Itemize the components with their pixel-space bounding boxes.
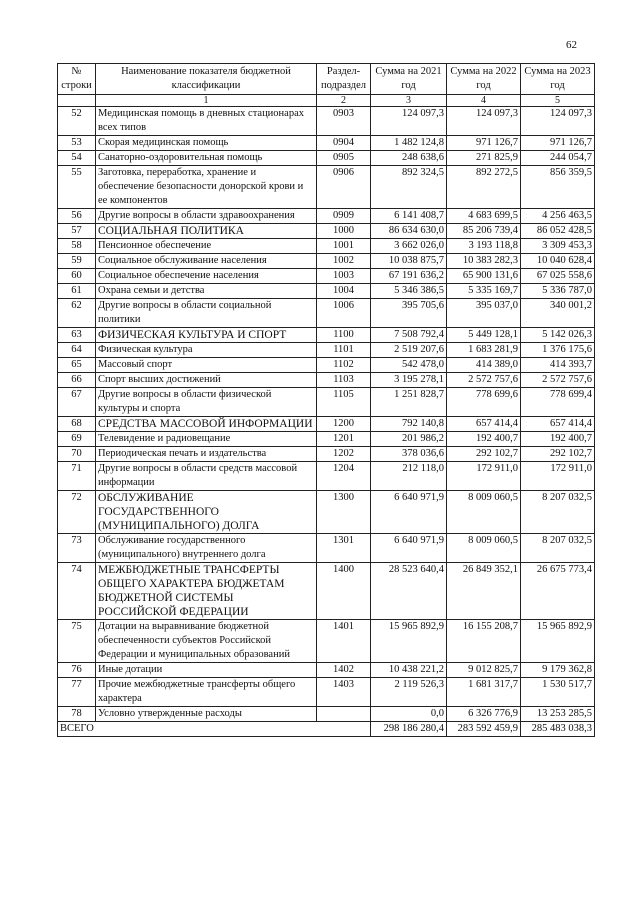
row-number: 72 xyxy=(58,491,96,534)
total-2021: 298 186 280,4 xyxy=(371,722,447,737)
row-code: 1100 xyxy=(317,328,371,343)
row-amount-2023: 340 001,2 xyxy=(521,299,595,328)
row-name: Другие вопросы в области физической культуры и спорта xyxy=(96,388,317,417)
row-code: 0906 xyxy=(317,166,371,209)
row-amount-2023: 124 097,3 xyxy=(521,107,595,136)
row-amount-2022: 1 681 317,7 xyxy=(447,678,521,707)
row-number: 57 xyxy=(58,224,96,239)
row-amount-2022: 292 102,7 xyxy=(447,447,521,462)
row-code: 1200 xyxy=(317,417,371,432)
row-code: 1401 xyxy=(317,620,371,663)
row-name: Социальное обеспечение населения xyxy=(96,269,317,284)
row-number: 56 xyxy=(58,209,96,224)
row-amount-2021: 212 118,0 xyxy=(371,462,447,491)
row-amount-2022: 124 097,3 xyxy=(447,107,521,136)
row-code: 1400 xyxy=(317,563,371,620)
row-amount-2021: 792 140,8 xyxy=(371,417,447,432)
row-amount-2023: 4 256 463,5 xyxy=(521,209,595,224)
row-amount-2021: 542 478,0 xyxy=(371,358,447,373)
index-cell: 4 xyxy=(447,95,521,107)
row-code: 1002 xyxy=(317,254,371,269)
row-number: 76 xyxy=(58,663,96,678)
row-amount-2022: 9 012 825,7 xyxy=(447,663,521,678)
row-name: Социальное обслуживание населения xyxy=(96,254,317,269)
row-amount-2023: 971 126,7 xyxy=(521,136,595,151)
row-name: ФИЗИЧЕСКАЯ КУЛЬТУРА И СПОРТ xyxy=(96,328,317,343)
row-amount-2023: 8 207 032,5 xyxy=(521,491,595,534)
row-amount-2021: 395 705,6 xyxy=(371,299,447,328)
row-amount-2022: 192 400,7 xyxy=(447,432,521,447)
row-amount-2021: 1 251 828,7 xyxy=(371,388,447,417)
row-code: 1301 xyxy=(317,534,371,563)
row-code: 1105 xyxy=(317,388,371,417)
table-body xyxy=(58,107,595,722)
table-row xyxy=(58,563,595,620)
table-row xyxy=(58,151,595,166)
total-2022: 283 592 459,9 xyxy=(447,722,521,737)
total-label: ВСЕГО xyxy=(58,722,371,737)
col-header-num: № строки xyxy=(58,64,96,95)
row-number: 75 xyxy=(58,620,96,663)
header-row xyxy=(58,64,595,95)
row-amount-2021: 201 986,2 xyxy=(371,432,447,447)
row-amount-2022: 26 849 352,1 xyxy=(447,563,521,620)
row-amount-2021: 3 662 026,0 xyxy=(371,239,447,254)
row-amount-2023: 3 309 453,3 xyxy=(521,239,595,254)
row-amount-2021: 6 640 971,9 xyxy=(371,534,447,563)
table-row xyxy=(58,447,595,462)
row-amount-2021: 10 038 875,7 xyxy=(371,254,447,269)
table-row xyxy=(58,239,595,254)
row-name: Пенсионное обеспечение xyxy=(96,239,317,254)
row-amount-2022: 3 193 118,8 xyxy=(447,239,521,254)
row-number: 60 xyxy=(58,269,96,284)
row-name: Массовый спорт xyxy=(96,358,317,373)
table-row xyxy=(58,388,595,417)
row-number: 68 xyxy=(58,417,96,432)
table-row xyxy=(58,620,595,663)
row-amount-2021: 248 638,6 xyxy=(371,151,447,166)
row-name: СОЦИАЛЬНАЯ ПОЛИТИКА xyxy=(96,224,317,239)
row-number: 73 xyxy=(58,534,96,563)
row-name: Физическая культура xyxy=(96,343,317,358)
row-name: ОБСЛУЖИВАНИЕ ГОСУДАРСТВЕННОГО (МУНИЦИПАЛЬНОГО) ДОЛГА xyxy=(96,491,317,534)
row-amount-2022: 778 699,6 xyxy=(447,388,521,417)
row-amount-2021: 10 438 221,2 xyxy=(371,663,447,678)
row-amount-2021: 378 036,6 xyxy=(371,447,447,462)
table-row xyxy=(58,491,595,534)
page-number: 62 xyxy=(566,39,577,51)
row-amount-2021: 1 482 124,8 xyxy=(371,136,447,151)
row-amount-2023: 244 054,7 xyxy=(521,151,595,166)
row-amount-2022: 971 126,7 xyxy=(447,136,521,151)
row-code xyxy=(317,707,371,722)
row-amount-2022: 85 206 739,4 xyxy=(447,224,521,239)
row-amount-2021: 7 508 792,4 xyxy=(371,328,447,343)
total-row xyxy=(58,722,595,737)
row-amount-2023: 1 530 517,7 xyxy=(521,678,595,707)
row-amount-2023: 192 400,7 xyxy=(521,432,595,447)
table-row xyxy=(58,432,595,447)
row-number: 62 xyxy=(58,299,96,328)
row-amount-2023: 1 376 175,6 xyxy=(521,343,595,358)
row-name: МЕЖБЮДЖЕТНЫЕ ТРАНСФЕРТЫ ОБЩЕГО ХАРАКТЕРА БЮДЖЕТАМ БЮДЖЕТНОЙ СИСТЕМЫ РОССИЙСКОЙ ФЕДЕРАЦИИ xyxy=(96,563,317,620)
row-amount-2022: 8 009 060,5 xyxy=(447,534,521,563)
row-name: Медицинская помощь в дневных стационарах всех типов xyxy=(96,107,317,136)
row-name: Другие вопросы в области средств массовой информации xyxy=(96,462,317,491)
table-row xyxy=(58,254,595,269)
table-row xyxy=(58,284,595,299)
budget-table xyxy=(57,63,595,737)
row-amount-2022: 395 037,0 xyxy=(447,299,521,328)
index-row xyxy=(58,95,595,107)
table-row xyxy=(58,136,595,151)
row-amount-2023: 856 359,5 xyxy=(521,166,595,209)
row-amount-2021: 0,0 xyxy=(371,707,447,722)
row-amount-2022: 16 155 208,7 xyxy=(447,620,521,663)
row-amount-2022: 892 272,5 xyxy=(447,166,521,209)
row-amount-2021: 892 324,5 xyxy=(371,166,447,209)
table-row xyxy=(58,224,595,239)
row-amount-2021: 2 119 526,3 xyxy=(371,678,447,707)
row-name: Периодическая печать и издательства xyxy=(96,447,317,462)
row-name: Прочие межбюджетные трансферты общего характера xyxy=(96,678,317,707)
row-number: 55 xyxy=(58,166,96,209)
row-amount-2022: 5 335 169,7 xyxy=(447,284,521,299)
row-amount-2022: 271 825,9 xyxy=(447,151,521,166)
row-amount-2021: 2 519 207,6 xyxy=(371,343,447,358)
table-row xyxy=(58,328,595,343)
row-number: 67 xyxy=(58,388,96,417)
row-number: 58 xyxy=(58,239,96,254)
row-amount-2021: 28 523 640,4 xyxy=(371,563,447,620)
row-amount-2021: 3 195 278,1 xyxy=(371,373,447,388)
row-name: Охрана семьи и детства xyxy=(96,284,317,299)
table-row xyxy=(58,343,595,358)
row-number: 54 xyxy=(58,151,96,166)
row-amount-2021: 124 097,3 xyxy=(371,107,447,136)
row-amount-2023: 172 911,0 xyxy=(521,462,595,491)
row-amount-2022: 657 414,4 xyxy=(447,417,521,432)
row-name: Дотации на выравнивание бюджетной обеспеченности субъектов Российской Федерации и муниципальных образований xyxy=(96,620,317,663)
index-cell: 1 xyxy=(96,95,317,107)
row-amount-2023: 8 207 032,5 xyxy=(521,534,595,563)
row-amount-2023: 67 025 558,6 xyxy=(521,269,595,284)
index-cell xyxy=(58,95,96,107)
table-row xyxy=(58,209,595,224)
row-amount-2022: 4 683 699,5 xyxy=(447,209,521,224)
col-header-2021: Сумма на 2021 год xyxy=(371,64,447,95)
row-amount-2022: 1 683 281,9 xyxy=(447,343,521,358)
row-code: 1101 xyxy=(317,343,371,358)
row-amount-2022: 65 900 131,6 xyxy=(447,269,521,284)
row-amount-2023: 657 414,4 xyxy=(521,417,595,432)
table-row xyxy=(58,299,595,328)
row-code: 1204 xyxy=(317,462,371,491)
row-code: 1004 xyxy=(317,284,371,299)
row-amount-2022: 172 911,0 xyxy=(447,462,521,491)
row-amount-2023: 9 179 362,8 xyxy=(521,663,595,678)
row-number: 69 xyxy=(58,432,96,447)
row-code: 1201 xyxy=(317,432,371,447)
index-cell: 3 xyxy=(371,95,447,107)
row-amount-2023: 86 052 428,5 xyxy=(521,224,595,239)
row-amount-2021: 6 640 971,9 xyxy=(371,491,447,534)
col-header-2023: Сумма на 2023 год xyxy=(521,64,595,95)
row-amount-2022: 5 449 128,1 xyxy=(447,328,521,343)
table-row xyxy=(58,707,595,722)
row-amount-2022: 10 383 282,3 xyxy=(447,254,521,269)
row-code: 1103 xyxy=(317,373,371,388)
row-number: 59 xyxy=(58,254,96,269)
row-number: 77 xyxy=(58,678,96,707)
total-2023: 285 483 038,3 xyxy=(521,722,595,737)
row-code: 1006 xyxy=(317,299,371,328)
col-header-name: Наименование показателя бюджетной классификации xyxy=(96,64,317,95)
row-amount-2023: 778 699,4 xyxy=(521,388,595,417)
row-code: 1102 xyxy=(317,358,371,373)
row-number: 61 xyxy=(58,284,96,299)
row-name: Санаторно-оздоровительная помощь xyxy=(96,151,317,166)
row-code: 1202 xyxy=(317,447,371,462)
row-name: Заготовка, переработка, хранение и обеспечение безопасности донорской крови и ее компонентов xyxy=(96,166,317,209)
row-number: 78 xyxy=(58,707,96,722)
table-row xyxy=(58,534,595,563)
row-amount-2021: 5 346 386,5 xyxy=(371,284,447,299)
row-code: 0905 xyxy=(317,151,371,166)
row-code: 1003 xyxy=(317,269,371,284)
col-header-code: Раздел-подраздел xyxy=(317,64,371,95)
table-row xyxy=(58,166,595,209)
table-row xyxy=(58,678,595,707)
row-amount-2022: 414 389,0 xyxy=(447,358,521,373)
row-name: Спорт высших достижений xyxy=(96,373,317,388)
row-amount-2021: 67 191 636,2 xyxy=(371,269,447,284)
row-number: 52 xyxy=(58,107,96,136)
row-number: 65 xyxy=(58,358,96,373)
row-amount-2021: 86 634 630,0 xyxy=(371,224,447,239)
row-name: Иные дотации xyxy=(96,663,317,678)
row-code: 1000 xyxy=(317,224,371,239)
row-name: Другие вопросы в области социальной политики xyxy=(96,299,317,328)
row-name: Условно утвержденные расходы xyxy=(96,707,317,722)
row-amount-2023: 13 253 285,5 xyxy=(521,707,595,722)
table-row xyxy=(58,269,595,284)
row-amount-2023: 292 102,7 xyxy=(521,447,595,462)
row-number: 64 xyxy=(58,343,96,358)
col-header-2022: Сумма на 2022 год xyxy=(447,64,521,95)
row-number: 71 xyxy=(58,462,96,491)
row-code: 1001 xyxy=(317,239,371,254)
row-name: Обслуживание государственного (муниципального) внутреннего долга xyxy=(96,534,317,563)
row-number: 63 xyxy=(58,328,96,343)
table-row xyxy=(58,663,595,678)
table-row xyxy=(58,462,595,491)
row-amount-2023: 2 572 757,6 xyxy=(521,373,595,388)
row-amount-2023: 15 965 892,9 xyxy=(521,620,595,663)
row-code: 1402 xyxy=(317,663,371,678)
row-amount-2023: 10 040 628,4 xyxy=(521,254,595,269)
row-code: 0909 xyxy=(317,209,371,224)
row-number: 66 xyxy=(58,373,96,388)
row-amount-2022: 6 326 776,9 xyxy=(447,707,521,722)
row-amount-2023: 5 142 026,3 xyxy=(521,328,595,343)
row-amount-2022: 2 572 757,6 xyxy=(447,373,521,388)
table-row xyxy=(58,107,595,136)
row-amount-2021: 6 141 408,7 xyxy=(371,209,447,224)
table-row xyxy=(58,358,595,373)
row-amount-2023: 5 336 787,0 xyxy=(521,284,595,299)
row-number: 74 xyxy=(58,563,96,620)
index-cell: 2 xyxy=(317,95,371,107)
row-name: Другие вопросы в области здравоохранения xyxy=(96,209,317,224)
row-amount-2021: 15 965 892,9 xyxy=(371,620,447,663)
row-code: 0903 xyxy=(317,107,371,136)
row-number: 53 xyxy=(58,136,96,151)
row-name: СРЕДСТВА МАССОВОЙ ИНФОРМАЦИИ xyxy=(96,417,317,432)
table-row xyxy=(58,417,595,432)
row-code: 1403 xyxy=(317,678,371,707)
row-code: 0904 xyxy=(317,136,371,151)
row-amount-2022: 8 009 060,5 xyxy=(447,491,521,534)
row-amount-2023: 414 393,7 xyxy=(521,358,595,373)
table-row xyxy=(58,373,595,388)
row-number: 70 xyxy=(58,447,96,462)
index-cell: 5 xyxy=(521,95,595,107)
row-code: 1300 xyxy=(317,491,371,534)
row-name: Телевидение и радиовещание xyxy=(96,432,317,447)
row-name: Скорая медицинская помощь xyxy=(96,136,317,151)
row-amount-2023: 26 675 773,4 xyxy=(521,563,595,620)
